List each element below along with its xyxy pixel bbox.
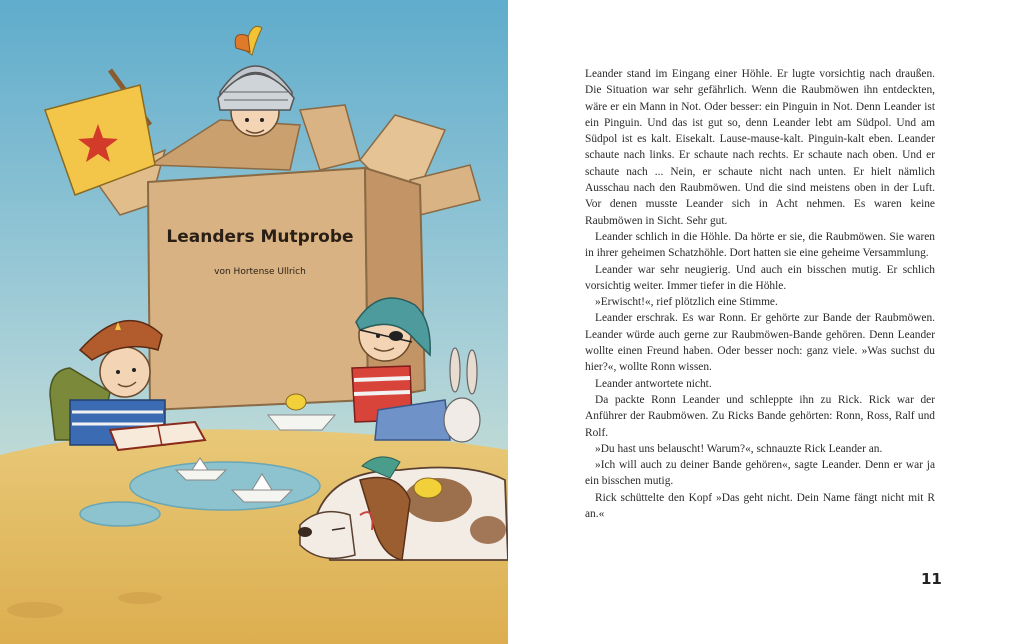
story-paragraph: Leander antwortete nicht. [595,377,712,390]
story-paragraph: Da packte Ronn Leander und schleppte ihn zu Rick. Rick war der Anführer der Raubmöwen. Zu Ricks Bande gehörten: Ronn, Ross, Ralf und Rolf. [585,393,935,439]
book-title: Leanders Mutprobe [166,227,354,247]
story-paragraph: Leander stand im Eingang einer Höhle. Er lugte vorsichtig nach draußen. Die Situation war sehr gefährlich. Wenn die Raubmöwen ihn entdeckten, wäre er ein Mann in Not. Oder besser: ein Pinguin in Not. Denn Leander ist ein Pinguin. Und das ist gut so, denn Leander lebt am Südpol. Und am Südpol ist es kalt. Eisekalt. Lause-mause-kalt. Pinguin-kalt eben. Leander schaute nach links. Er schaute nach rechts. Er schaute nach oben. Und er schaute nach ... Nein, er schaute nicht nach unten. Er hielt nämlich Ausschau nach den Raubmöwen. Und die sind meistens oben in der Luft. Vor denen musste Leander sich in Acht nehmen. Es waren keine Raubmöwen in Sicht. Sehr gut. [585,68,935,227]
puddle [130,462,320,510]
puddle [80,502,160,526]
story-paragraph: »Erwischt!«, rief plötzlich eine Stimme. [595,296,778,309]
story-paragraph: Rick schüttelte den Kopf »Das geht nicht. Dein Name fängt nicht mit R an.« [585,491,935,521]
illustration-page [0,0,508,644]
rabbit [444,398,480,442]
author-line: von Hortense Ullrich [214,267,306,277]
page-number: 11 [921,570,942,588]
cover-illustration [0,0,508,644]
story-paragraph: Leander schlich in die Höhle. Da hörte er sie, die Raubmöwen. Sie waren in ihrer geheimen Schatzhöhle. Dort hatten sie eine geheime Versammlung. [585,230,935,260]
text-page [508,0,1020,644]
story-text [585,66,935,522]
cardboard-box [148,168,368,410]
story-paragraph: »Du hast uns belauscht! Warum?«, schnauzte Rick Leander an. [595,442,883,455]
duck [286,394,306,410]
story-paragraph: »Ich will auch zu deiner Bande gehören«, sagte Leander. Denn er war ja ein bisschen mutig. [585,459,935,488]
story-paragraph: Leander war sehr neugierig. Und auch ein bisschen mutig. Er schlich vorsichtig weiter. Immer tiefer in die Höhle. [585,263,935,292]
story-paragraph: Leander erschrak. Es war Ronn. Er gehörte zur Bande der Raubmöwen. Leander würde auch gerne zur Raubmöwen-Bande gehören. Denn Leander wollte einen Freund haben. Oder besser noch: ganz viele. »Was suchst du hier?«, wollte Ronn wissen. [585,312,935,374]
